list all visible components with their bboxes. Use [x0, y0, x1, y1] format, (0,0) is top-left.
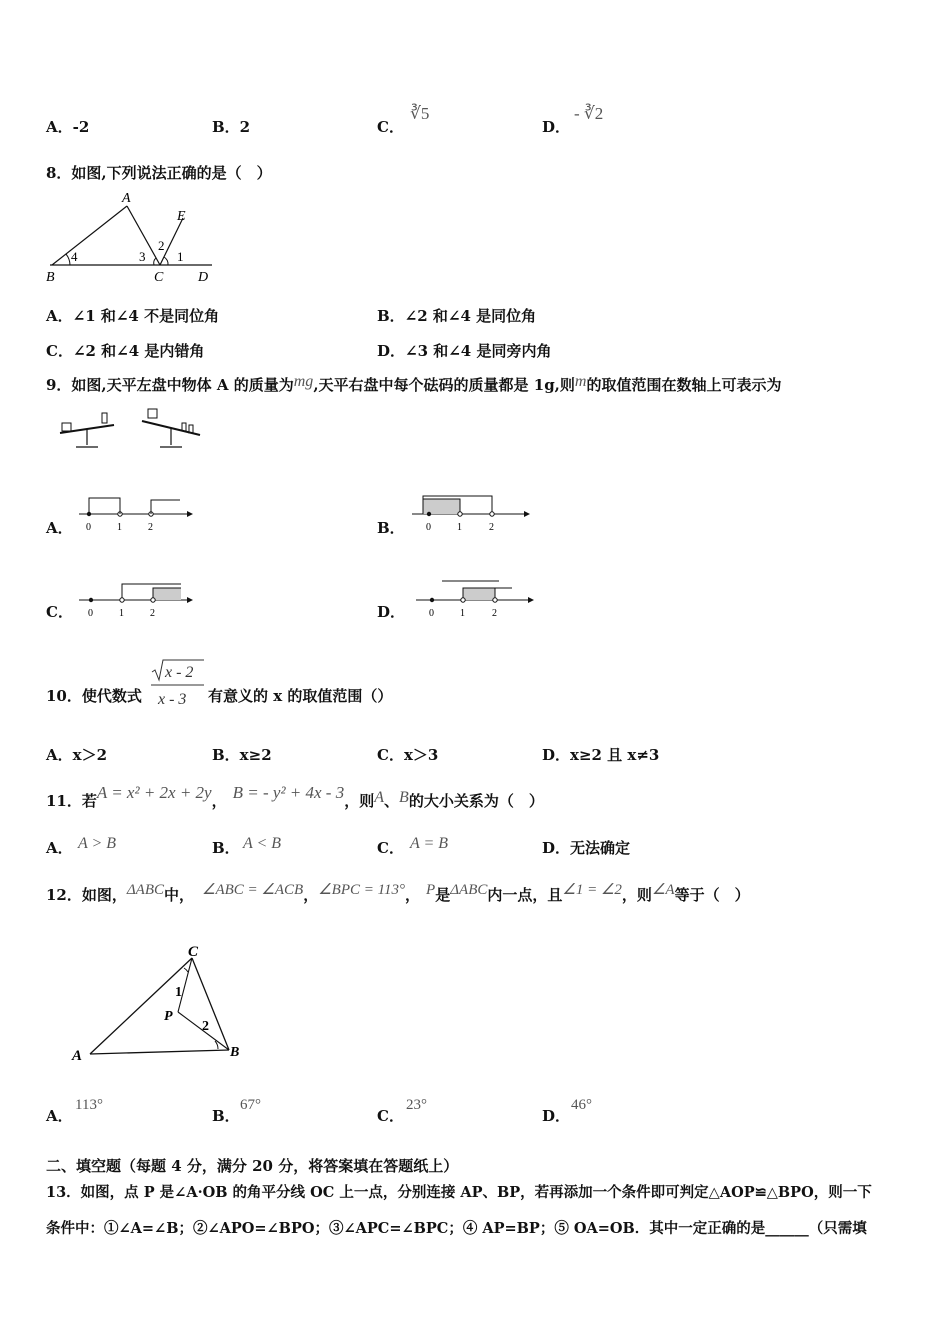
q9-stem-part1: 9．如图,天平左盘中物体 A 的质量为	[46, 376, 294, 394]
q9-m: m	[574, 373, 587, 390]
q11-option-c-value: A = B	[410, 835, 449, 852]
q12-tri2: ΔABC	[450, 882, 488, 898]
q11-expr-a: A = x² + 2x + 2y	[96, 783, 212, 802]
q12-eq: ∠ABC = ∠ACB	[202, 882, 304, 898]
q8-option-d: D．∠3 和∠4 是同旁内角	[377, 342, 552, 360]
q11-stem	[46, 783, 544, 811]
q8-label-d: D	[198, 270, 209, 285]
q12-option-a-value: 113°	[75, 1097, 103, 1113]
q7-option-d-value: - ∛2	[574, 104, 604, 123]
q8-label-a: A	[122, 191, 131, 206]
q11-option-b-value: A < B	[243, 835, 282, 852]
q10-denominator: x - 3	[158, 691, 187, 708]
q10-option-a: A．x＞2	[46, 746, 108, 764]
q9a-tick-1: 1	[117, 522, 122, 533]
q10-stem-part1: 10．使代数式	[46, 687, 142, 705]
q11-stem-part3: 的大小关系为（ ）	[408, 792, 544, 810]
q12-option-c: C．	[377, 1107, 404, 1125]
q10-option-c: C．x＞3	[377, 746, 439, 764]
q9c-tick-0: 0	[88, 608, 93, 619]
section-2-title: 二、填空题（每题 4 分，满分 20 分，将答案填在答题纸上）	[46, 1157, 459, 1175]
q8-label-c: C	[154, 270, 164, 285]
q8-label-2: 2	[158, 238, 165, 253]
q13-line-2: 条件中：①∠A=∠B；②∠APO=∠BPO；③∠APC=∠BPC；④ AP=BP；⑤ OA=OB．其中一定正确的是______（只需填	[46, 1220, 867, 1237]
q11-stem-part2: ，则	[344, 792, 375, 810]
q12-angle-a: ∠A	[651, 882, 675, 898]
q12-p: P	[426, 882, 436, 898]
q12-option-b: B．	[212, 1107, 240, 1125]
q12-shi: 是	[435, 886, 451, 904]
q8-option-b: B．∠2 和∠4 是同位角	[377, 307, 537, 325]
q9-numberline-a	[75, 492, 195, 534]
q8-figure	[40, 188, 220, 288]
q12-label-b: B	[230, 1045, 240, 1060]
q11-var-a: A	[374, 789, 385, 806]
q11-option-a: A．	[46, 839, 73, 857]
q9b-tick-1: 1	[457, 522, 462, 533]
q12-option-a: A．	[46, 1107, 73, 1125]
q8-label-4: 4	[71, 249, 78, 264]
q12-figure	[66, 940, 256, 1068]
q10-stem-part2: 有意义的 x 的取值范围（）	[208, 687, 393, 705]
q8-label-e: E	[177, 209, 186, 224]
q11-option-d: D．无法确定	[542, 839, 631, 857]
q7-option-c-value: ∛5	[410, 104, 430, 123]
q9d-tick-0: 0	[429, 608, 434, 619]
q12-inner: 内一点，且	[487, 886, 563, 904]
q12-bpc: ∠BPC = 113°	[318, 882, 406, 898]
q10-option-b: B．x≥2	[212, 746, 272, 764]
q9d-tick-2: 2	[492, 608, 497, 619]
q12-label-2: 2	[202, 1019, 209, 1034]
q12-option-b-value: 67°	[240, 1097, 261, 1113]
q9d-tick-1: 1	[460, 608, 465, 619]
q12-stem-part1: 12．如图，	[46, 886, 127, 904]
q7-option-c: C．	[377, 118, 404, 136]
q12-option-d-value: 46°	[571, 1097, 592, 1113]
q9-option-c: C．	[46, 603, 73, 621]
q11-sep: ，	[211, 792, 227, 810]
q9-balance-figure	[52, 405, 212, 453]
q11-option-c: C．	[377, 839, 404, 857]
q12-ze: ，则	[621, 886, 652, 904]
q12-stem	[46, 884, 750, 905]
q11-option-a-value: A > B	[78, 835, 117, 852]
q11-dun: 、	[384, 792, 400, 810]
q11-option-b: B．	[212, 839, 240, 857]
q7-option-b: B．2	[212, 118, 251, 136]
q8-label-b: B	[46, 270, 55, 285]
q8-option-a: A．∠1 和∠4 不是同位角	[46, 307, 220, 325]
q9-numberline-d	[412, 575, 537, 620]
q8-option-c: C．∠2 和∠4 是内错角	[46, 342, 205, 360]
q8-label-3: 3	[139, 249, 146, 264]
q12-tail: 等于（ ）	[674, 886, 750, 904]
q9c-tick-2: 2	[150, 608, 155, 619]
q12-zh: 中，	[164, 886, 195, 904]
q9c-tick-1: 1	[119, 608, 124, 619]
q9b-tick-2: 2	[489, 522, 494, 533]
q7-option-d: D．	[542, 118, 571, 136]
q9-numberline-b	[408, 490, 533, 534]
q11-expr-b: B = - y² + 4x - 3	[232, 783, 345, 802]
q9a-tick-0: 0	[86, 522, 91, 533]
q11-stem-part1: 11．若	[46, 792, 97, 810]
q12-c1: ，	[303, 886, 319, 904]
q9-option-d: D．	[377, 603, 406, 621]
q9-mg: mg	[293, 373, 314, 390]
q12-tri: ΔABC	[126, 882, 165, 898]
q8-label-1: 1	[177, 249, 184, 264]
q9-stem-part2: ,天平右盘中每个砝码的质量都是 1g,则	[313, 376, 575, 394]
q12-option-d: D．	[542, 1107, 571, 1125]
q9-option-a: A．	[46, 519, 73, 537]
q11-var-b: B	[399, 789, 409, 806]
q12-eq2: ∠1 = ∠2	[562, 882, 622, 898]
q10-numerator: x - 2	[165, 664, 194, 681]
q9b-tick-0: 0	[426, 522, 431, 533]
q12-label-1: 1	[175, 985, 182, 1000]
q9-numberline-c	[75, 576, 195, 620]
q10-option-d: D．x≥2 且 x≠3	[542, 746, 660, 764]
q9-stem	[46, 374, 781, 395]
q10-fraction	[148, 658, 206, 710]
q12-label-c: C	[188, 944, 199, 960]
q12-option-c-value: 23°	[406, 1097, 427, 1113]
q12-label-a: A	[72, 1048, 83, 1064]
q9-option-b: B．	[377, 519, 405, 537]
q9a-tick-2: 2	[148, 522, 153, 533]
q7-option-a: A．-2	[46, 118, 90, 136]
q9-stem-part3: 的取值范围在数轴上可表示为	[586, 376, 782, 394]
q8-stem: 8．如图,下列说法正确的是（ ）	[46, 164, 272, 182]
q13-line-1: 13．如图，点 P 是∠A·OB 的角平分线 OC 上一点，分别连接 AP、BP，若再添加一个条件即可判定△AOP≌△BPO，则一下	[46, 1184, 872, 1201]
q12-c2: ，	[405, 886, 421, 904]
q12-label-p: P	[164, 1009, 173, 1024]
